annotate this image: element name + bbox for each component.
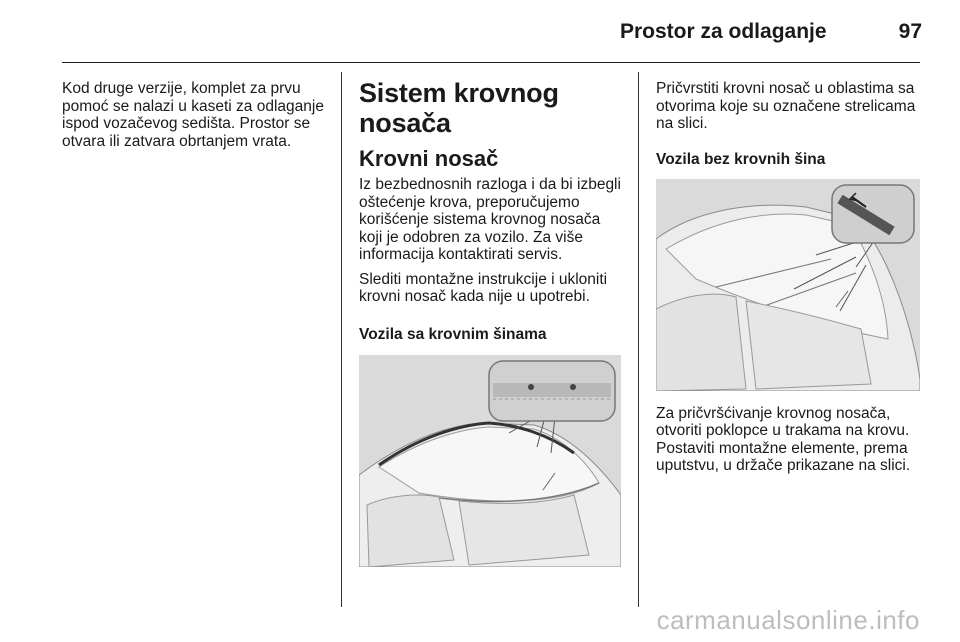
column-3 — [656, 80, 922, 482]
header-rule — [62, 62, 920, 63]
roof-rack-safety-paragraph: Iz bezbednosnih razloga i da bi izbegli oštećenje krova, preporučujemo korišćenje sistema krovnog nosača koji je odobren za vozilo. Za više informacija kontaktirati servis. — [359, 176, 621, 263]
first-aid-kit-paragraph: Kod druge verzije, komplet za prvu pomoć se nalazi u kaseti za odlaganje ispod vozačevog sedišta. Prostor se otvara ili zatvara obrtanjem vrata. — [62, 80, 324, 150]
roof-rails-illustration — [359, 355, 621, 567]
source-watermark: carmanualsonline.info — [656, 605, 920, 635]
no-roof-rails-car-drawing — [656, 179, 920, 391]
mounting-elements-paragraph: Za pričvršćivanje krovnog nosača, otvoriti poklopce u trakama na krovu. Postaviti montažne elemente, prema uputstvu, u držače prikazane na slici. — [656, 404, 911, 474]
column-1 — [62, 80, 332, 157]
figure-heading-no-roof-rails: Vozila bez krovnih šina — [656, 150, 826, 168]
figure-heading-roof-rails: Vozila sa krovnim šinama — [359, 325, 547, 343]
column-divider-left — [341, 72, 342, 607]
page-number: 97 — [898, 20, 922, 43]
no-roof-rails-illustration — [656, 179, 920, 391]
column-2 — [359, 78, 625, 567]
column-divider-right — [638, 72, 639, 607]
roof-rails-car-drawing — [359, 355, 621, 567]
mounting-instructions-paragraph: Slediti montažne instrukcije i ukloniti krovni nosač kada nije u upotrebi. — [359, 270, 608, 305]
mounting-points-paragraph: Pričvrstiti krovni nosač u oblastima sa otvorima koje su označene strelicama na slici. — [656, 80, 916, 132]
running-header-title: Prostor za odlaganje — [620, 20, 827, 43]
section-title: Sistem krovnog nosača — [359, 78, 559, 138]
subsection-title: Krovni nosač — [359, 146, 499, 171]
